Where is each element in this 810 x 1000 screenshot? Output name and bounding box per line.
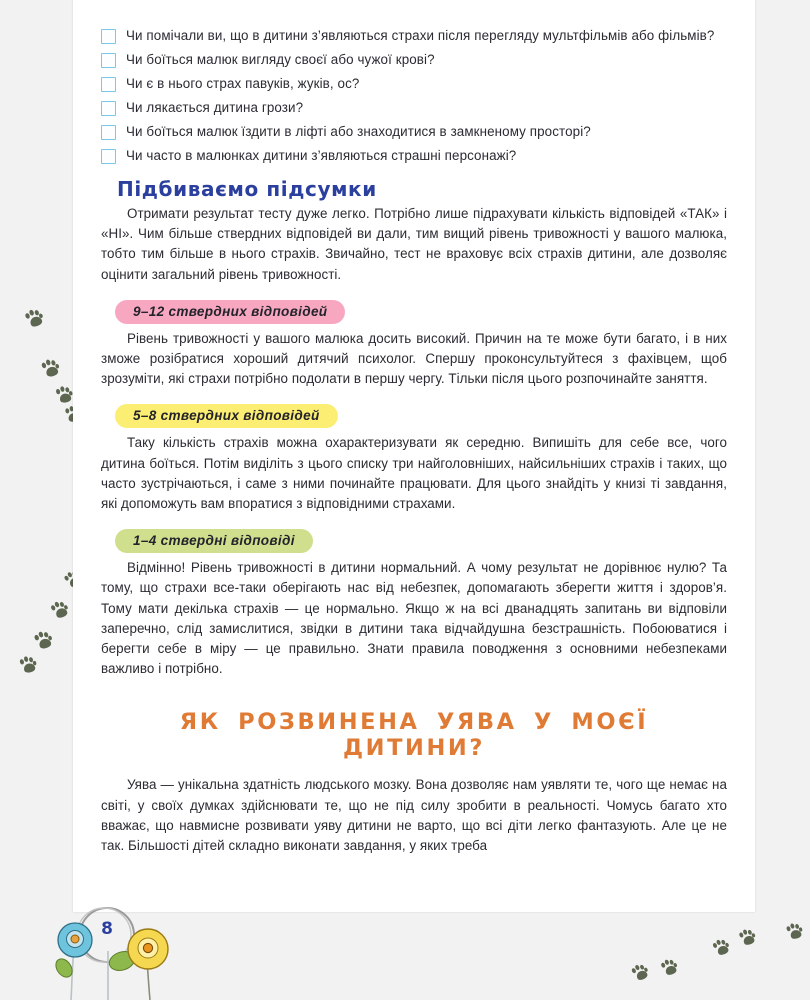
page-footer-decoration [52, 905, 232, 1000]
paw-print-icon [627, 960, 655, 990]
result-badge-row-low [101, 529, 727, 553]
list-item-label: Чи лякається дитина грози? [126, 100, 304, 115]
section-paragraph-imagination: Уява — унікальна здатність людського мозку. Вона дозволяє нам уявляти те, чого ще немає на світі, у своїх думках здійснювати те, що не під силу зробити в реальності. Чомусь багато хто вважає, що навмисне розвивати уяву дитини не варто, що всі діти легко фантазують. Але це не так. Більшості дітей складно виконати завдання, у яких треба [101, 777, 727, 854]
checkbox-icon[interactable] [101, 101, 116, 116]
section-title-imagination: ЯК РОЗВИНЕНА УЯВА У МОЄЇ ДИТИНИ? [179, 709, 649, 762]
result-badge-row-high [101, 300, 727, 324]
paw-print-icon [20, 305, 50, 337]
result-paragraph-high: Рівень тривожності у вашого малюка досить високий. Причин на те може бути багато, і в них зможе розібратися хороший дитячий психолог. Спершу проконсультуйтеся з фахівцем, щоб зрозуміти, які страхи потрібно подолати в першу чергу. Тільки після цього розпочинайте заняття. [101, 330, 727, 387]
list-item[interactable] [101, 98, 727, 118]
fears-checklist [101, 26, 727, 166]
paw-print-icon [734, 925, 761, 954]
list-item-label: Чи часто в малюнках дитини з’являються страшні персонажі? [126, 148, 517, 163]
checkbox-icon[interactable] [101, 149, 116, 164]
list-item[interactable] [101, 122, 727, 142]
paw-print-icon [708, 935, 736, 965]
list-item-label: Чи боїться малюк вигляду своєї або чужої крові? [126, 52, 435, 67]
page-number: 8 [101, 919, 113, 939]
page-sheet [73, 0, 755, 912]
list-item[interactable] [101, 50, 727, 70]
paw-print-icon [782, 919, 808, 948]
summary-paragraph: Отримати результат тесту дуже легко. Потрібно лише підрахувати кількість відповідей «ТАК» і «НІ». Чим більше ствердних відповідей ви дали, тим вищий рівень тривожності у вашого малюка, тобто тим більше в нього страхів. Звичайно, тест не враховує всіх страхів дитини, але дозволяє оцінити загальний рівень тривожності. [101, 206, 727, 282]
result-paragraph-medium: Таку кількість страхів можна охарактеризувати як середню. Випишіть для себе все, чого дитина боїться. Потім виділіть з цього списку три найголовніших, найсильніших страхів і таких, що часто зустрічаються, і саме з ними починайте працювати. Для цього знайдіть у книзі ті завдання, які допоможуть вам впоратися з відповідними страхами. [101, 435, 727, 512]
status-badge: 1–4 ствердні відповіді [115, 529, 313, 553]
list-item-label: Чи є в нього страх павуків, жуків, ос? [126, 76, 360, 91]
checkbox-icon[interactable] [101, 125, 116, 140]
list-item-label: Чи помічали ви, що в дитини з’являються страхи після перегляду мультфільмів або фільмів? [126, 28, 715, 43]
status-badge: 9–12 ствердних відповідей [115, 300, 345, 324]
list-item[interactable] [101, 146, 727, 166]
list-item-label: Чи боїться малюк їздити в ліфті або знаходитися в замкненому просторі? [126, 124, 591, 139]
checkbox-icon[interactable] [101, 53, 116, 68]
result-paragraph-low: Відмінно! Рівень тривожності в дитини нормальний. А чому результат не дорівнює нулю? Та тому, що страхи все-таки оберігають нас від небезпек, допомагають зберегти життя і здоров’я. Тому мати декілька страхів — це нормально. Якщо ж на всі дванадцять запитань ви відповіли заперечно, слід замислитися, звідки в дитини така відчайдушна безстрашність. Побоюватися і берегти себе в міру — це правильно. Знати правила поводження з основними небезпеками важливо і потрібно. [101, 560, 727, 677]
status-badge: 5–8 ствердних відповідей [115, 404, 338, 428]
paw-print-icon [46, 597, 75, 628]
paw-print-icon [37, 355, 66, 387]
result-badge-row-medium [101, 404, 727, 428]
paw-print-icon [656, 955, 684, 985]
checkbox-icon[interactable] [101, 29, 116, 44]
checkbox-icon[interactable] [101, 77, 116, 92]
page-content [73, 0, 755, 912]
list-item[interactable] [101, 74, 727, 94]
list-item[interactable] [101, 26, 727, 46]
flowers-illustration [52, 905, 232, 1000]
summary-heading: Підбиваємо підсумки [117, 177, 377, 201]
